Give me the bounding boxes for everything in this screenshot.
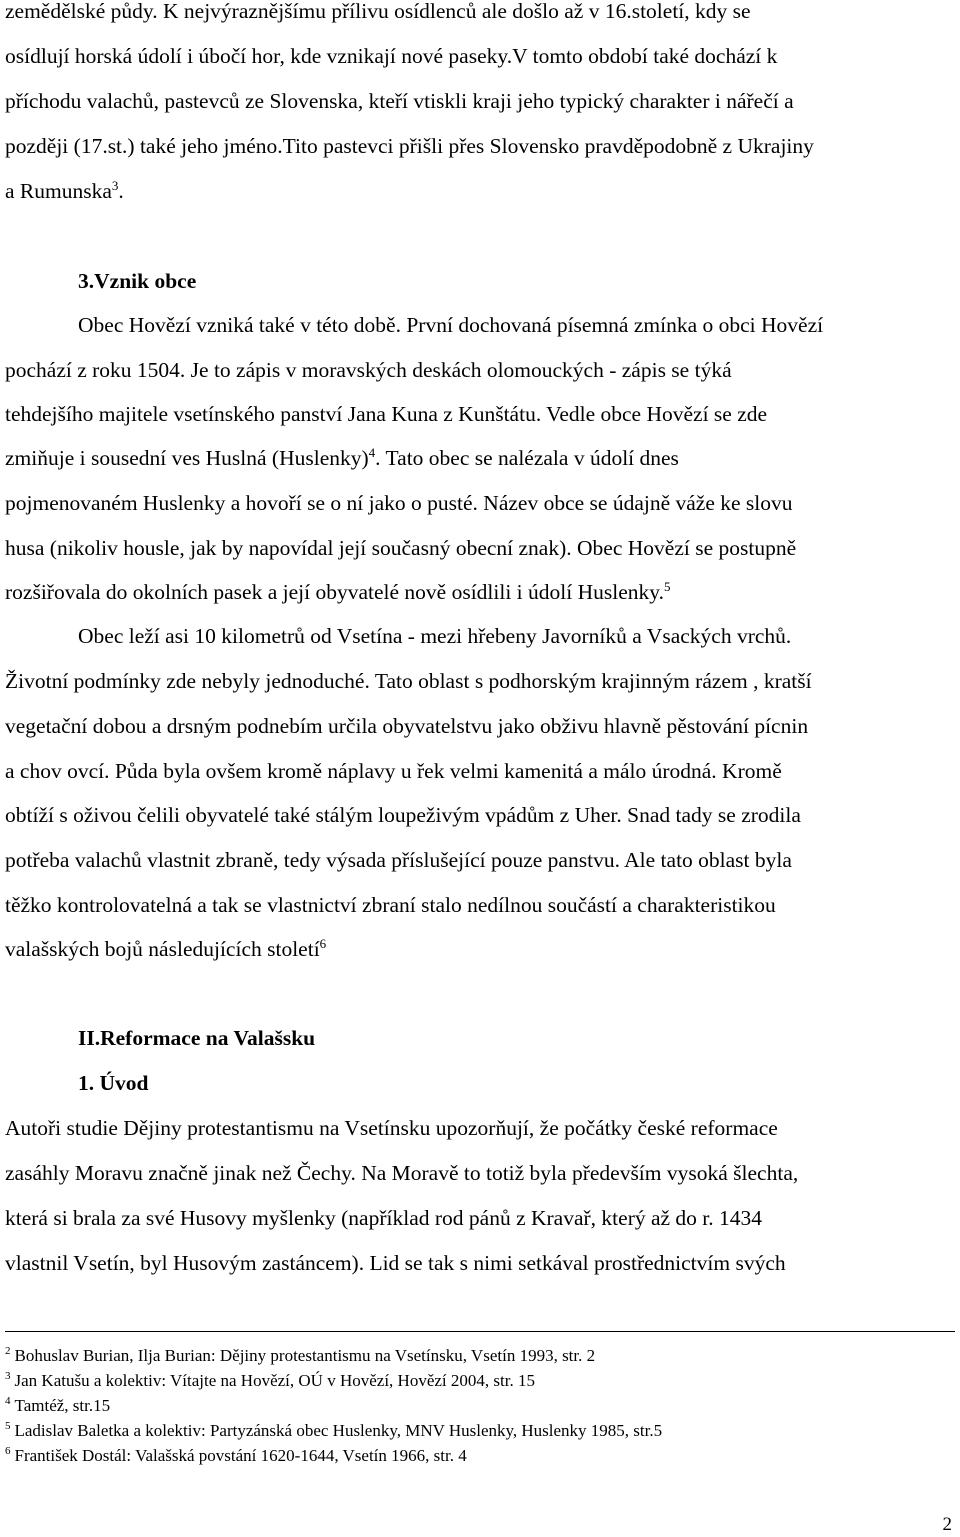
footnote-ref: 3 bbox=[111, 177, 119, 193]
body-line: a chov ovcí. Půda byla ovšem kromě náplavy u řek velmi kamenitá a málo úrodná. Kromě bbox=[5, 759, 782, 783]
footnote-text: Bohuslav Burian, Ilja Burian: Dějiny protestantismu na Vsetínsku, Vsetín 1993, str. 2 bbox=[14, 1346, 596, 1365]
body-line: tehdejšího majitele vsetínského panství Jana Kuna z Kunštátu. Vedle obce Hovězí se zde bbox=[5, 402, 768, 426]
body-line: která si brala za své Husovy myšlenky (například rod pánů z Kravař, který až do r. 1434 bbox=[5, 1206, 763, 1230]
footnote-text: František Dostál: Valašská povstání 1620-1644, Vsetín 1966, str. 4 bbox=[14, 1446, 467, 1465]
chapter-heading: II.Reformace na Valašsku bbox=[78, 1026, 316, 1050]
footnote bbox=[5, 1421, 662, 1441]
body-line: těžko kontrolovatelná a tak se vlastnictví zbraní stalo nedílnou součástí a charakteristikou bbox=[5, 893, 776, 917]
footnote-separator bbox=[5, 1331, 955, 1332]
footnote-number: 5 bbox=[5, 1420, 11, 1433]
footnote-text: Ladislav Baletka a kolektiv: Partyzánská obec Huslenky, MNV Huslenky, Huslenky 1985, str.5 bbox=[14, 1421, 663, 1440]
body-line: později (17.st.) také jeho jméno.Tito pastevci přišli přes Slovensko pravděpodobně z Ukrajiny bbox=[5, 134, 814, 158]
body-text: . Tato obec se nalézala v údolí dnes bbox=[375, 446, 679, 470]
body-text: valašských bojů následujících století bbox=[5, 937, 320, 961]
footnote bbox=[5, 1346, 595, 1366]
footnote-ref: 6 bbox=[319, 935, 327, 951]
body-line: Životní podmínky zde nebyly jednoduché. Tato oblast s podhorským krajinným rázem , kratší bbox=[5, 669, 812, 693]
body-line: vegetační dobou a drsným podnebím určila obyvatelstvu jako obživu hlavně pěstování pícnin bbox=[5, 714, 809, 738]
body-line: Obec Hovězí vzniká také v této době. První dochovaná písemná zmínka o obci Hovězí bbox=[78, 313, 824, 337]
footnote-ref: 5 bbox=[664, 578, 671, 594]
footnote-number: 6 bbox=[5, 1445, 11, 1458]
footnote-number: 3 bbox=[5, 1370, 11, 1383]
body-line: husa (nikoliv housle, jak by napovídal její současný obecní znak). Obec Hovězí se postupně bbox=[5, 536, 797, 560]
body-line: potřeba valachů vlastnit zbraně, tedy výsada příslušející pouze panstvu. Ale tato oblast byla bbox=[5, 848, 792, 872]
footnote bbox=[5, 1371, 535, 1391]
section-heading: 3.Vznik obce bbox=[78, 269, 197, 293]
footnote bbox=[5, 1446, 467, 1466]
body-line: zemědělské půdy. K nejvýraznějšímu přílivu osídlenců ale došlo až v 16.století, kdy se bbox=[5, 0, 751, 23]
body-text: rozšiřovala do okolních pasek a její obyvatelé nově osídlili i údolí Huslenky. bbox=[5, 580, 664, 604]
body-line: příchodu valachů, pastevců ze Slovenska, kteří vtiskli kraji jeho typický charakter i nářečí a bbox=[5, 89, 794, 113]
footnote-number: 2 bbox=[5, 1345, 11, 1358]
body-line bbox=[5, 579, 671, 605]
body-line: Autoři studie Dějiny protestantismu na Vsetínsku upozorňují, že počátky české reformace bbox=[5, 1116, 778, 1140]
footnote-text: Jan Katušu a kolektiv: Vítajte na Hovězí, OÚ v Hovězí, Hovězí 2004, str. 15 bbox=[14, 1371, 535, 1390]
body-line: zasáhly Moravu značně jinak než Čechy. Na Moravě to totiž byla především vysoká šlechta, bbox=[5, 1161, 799, 1185]
body-line bbox=[5, 936, 326, 962]
footnote-number: 4 bbox=[5, 1395, 11, 1408]
body-line: pojmenovaném Huslenky a hovoří se o ní jako o pusté. Název obce se údajně váže ke slovu bbox=[5, 491, 793, 515]
body-text: zmiňuje i sousední ves Huslná (Huslenky) bbox=[5, 446, 369, 470]
body-line bbox=[5, 445, 679, 471]
footnote bbox=[5, 1396, 110, 1416]
body-line bbox=[5, 178, 124, 204]
footnote-text: Tamtéž, str.15 bbox=[14, 1396, 111, 1415]
body-line: obtíží s oživou čelili obyvatelé také stálým loupeživým vpádům z Uher. Snad tady se zrodila bbox=[5, 803, 801, 827]
body-line: osídlují horská údolí i úbočí hor, kde vznikají nové paseky.V tomto období také dochází k bbox=[5, 44, 778, 68]
section-heading: 1. Úvod bbox=[78, 1071, 149, 1095]
body-line: Obec leží asi 10 kilometrů od Vsetína - mezi hřebeny Javorníků a Vsackých vrchů. bbox=[78, 624, 792, 648]
page-number: 2 bbox=[942, 1514, 952, 1535]
body-line: pochází z roku 1504. Je to zápis v moravských deskách olomouckých - zápis se týká bbox=[5, 358, 732, 382]
footnote-ref: 4 bbox=[368, 444, 376, 460]
body-line: vlastnil Vsetín, byl Husovým zastáncem). Lid se tak s nimi setkával prostřednictvím svých bbox=[5, 1251, 786, 1275]
body-text: . bbox=[118, 179, 124, 203]
body-text: a Rumunska bbox=[5, 179, 112, 203]
